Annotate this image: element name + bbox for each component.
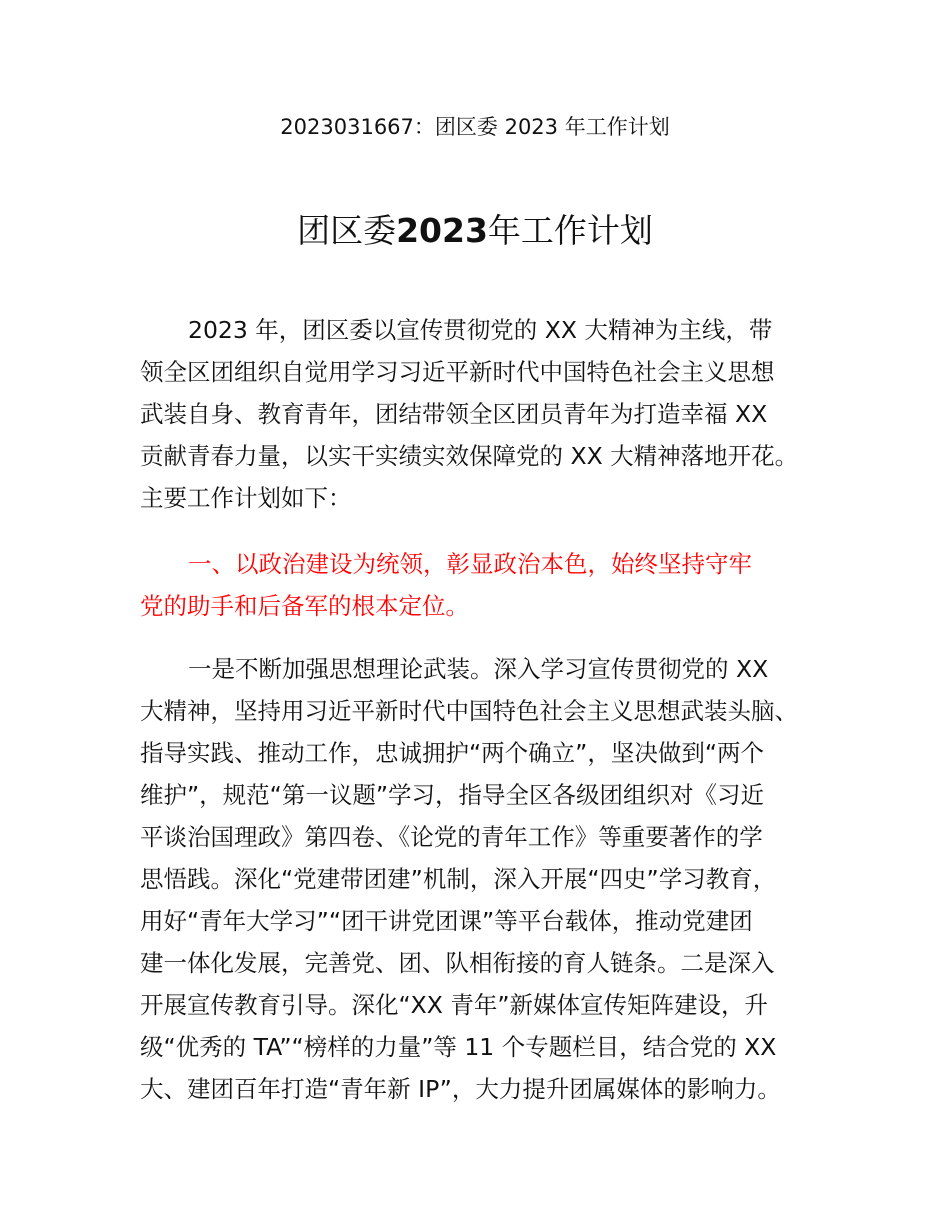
document-header-code: 2023031667：团区委 2023 年工作计划 — [280, 115, 670, 139]
paragraph-line: 开展宣传教育引导。深化“XX 青年”新媒体宣传矩阵建设，升 — [140, 991, 769, 1019]
paragraph-line: 武装自身、教育青年，团结带领全区团员青年为打造幸福 XX — [140, 400, 768, 428]
paragraph-line: 用好“青年大学习”“团干讲党团课”等平台载体，推动党建团 — [140, 907, 753, 935]
paragraph-line: 维护”，规范“第一议题”学习，指导全区各级团组织对《习近 — [140, 781, 765, 809]
paragraph-line: 贡献青春力量，以实干实绩实效保障党的 XX 大精神落地开花。 — [140, 442, 799, 470]
intro-paragraph — [140, 309, 840, 519]
paragraph-line: 2023 年，团区委以宣传贯彻党的 XX 大精神为主线，带 — [188, 316, 773, 344]
paragraph-line: 一是不断加强思想理论武装。深入学习宣传贯彻党的 XX — [188, 655, 769, 683]
heading-line: 党的助手和后备军的根本定位。 — [140, 592, 469, 620]
title-suffix: 年工作计划 — [487, 211, 653, 250]
paragraph-line: 级“优秀的 TA”“榜样的力量”等 11 个专题栏目，结合党的 XX — [140, 1033, 777, 1061]
paragraph-line: 大精神，坚持用习近平新时代中国特色社会主义思想武装头脑、 — [140, 697, 798, 725]
paragraph-line: 思悟践。深化“党建带团建”机制，深入开展“四史”学习教育， — [140, 865, 777, 893]
paragraph-line: 领全区团组织自觉用学习习近平新时代中国特色社会主义思想 — [140, 358, 775, 386]
paragraph-line: 大、建团百年打造“青年新 IP”，大力提升团属媒体的影响力。 — [140, 1075, 781, 1103]
paragraph-line: 指导实践、推动工作，忠诚拥护“两个确立”，坚决做到“两个 — [140, 739, 765, 767]
title-prefix: 团区委 — [297, 211, 397, 250]
paragraph-line: 主要工作计划如下： — [140, 484, 352, 512]
heading-line: 一、以政治建设为统领，彰显政治本色，始终坚持守牢 — [188, 550, 752, 578]
section-body-1 — [140, 648, 840, 1110]
paragraph-line: 建一体化发展，完善党、团、队相衔接的育人链条。二是深入 — [140, 949, 775, 977]
document-title — [0, 208, 950, 254]
section-heading-1 — [140, 543, 840, 627]
paragraph-line: 平谈治国理政》第四卷、《论党的青年工作》等重要著作的学 — [140, 823, 763, 851]
title-year: 2023 — [396, 211, 488, 250]
